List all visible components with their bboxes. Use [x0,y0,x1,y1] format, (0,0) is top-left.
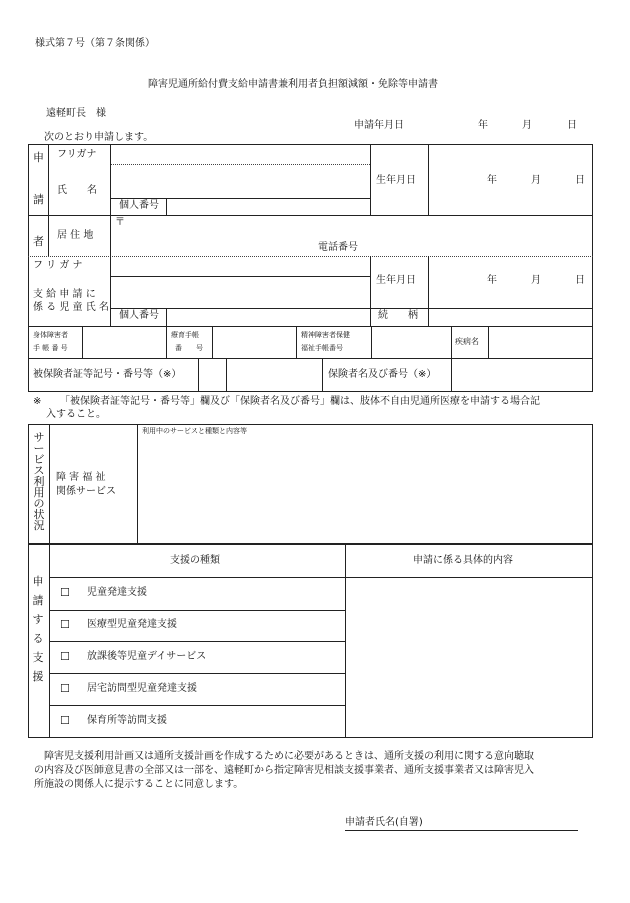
note-line-1: 「被保険者証等記号・番号等」欄及び「保険者名及び番号」欄は、肢体不自由児通所医療を申請する場合記 [60,396,540,407]
form-title: 障害児通所給付費支給申請書兼利用者負担額減額・免除等申請書 [148,79,438,90]
service-status-section-label: サ ー ビ ス 利 用 の 状 況 [33,431,45,532]
service-status-box [28,424,593,544]
date-month-label: 月 [522,120,532,131]
child-dob-day: 日 [575,275,585,286]
mental-handbook-label-2: 福祉手帳番号 [301,344,343,352]
child-name-label-2: 係 る 児 童 氏 名 [33,302,109,313]
applicant-table [28,144,593,392]
support-item-medical-child-development: 医療型児童発達支援 [87,619,177,630]
support-item-home-visit-development: 居宅訪問型児童発達支援 [87,683,197,694]
applicant-section-char-1: 申 [33,151,44,164]
child-dob-label: 生年月日 [376,275,416,286]
note-line-2: 入すること。 [46,409,106,420]
applicant-address-label: 居 住 地 [57,230,94,241]
insurer-label: 保険者名及び番号（※） [328,369,437,380]
support-item-nursery-visit-support: 保育所等訪問支援 [87,715,167,726]
date-day-label: 日 [567,120,577,131]
insured-id-label: 被保険者証等記号・番号等（※） [33,369,182,380]
date-year-label: 年 [478,120,488,131]
applicant-section-char-3: 者 [33,235,44,248]
signature-line[interactable] [345,830,578,831]
applicant-section-char-2: 請 [33,193,44,206]
applicant-dob-day: 日 [575,175,585,186]
welfare-service-label-1: 障 害 福 祉 [56,472,106,483]
support-item-after-school-day-service: 放課後等児童デイサービス [87,651,207,662]
relation-label: 続 柄 [378,310,418,321]
signature-label: 申請者氏名(自署) [345,817,423,828]
form-number: 様式第７号（第７条関係） [35,38,155,49]
checkbox-medical-child-development[interactable]: ☐ [60,618,70,631]
support-type-column-header: 支援の種類 [170,555,220,566]
applicant-name-label: 氏 名 [57,185,97,196]
application-date-label: 申請年月日 [354,120,404,131]
child-name-label-1: 支 給 申 請 に [33,289,96,300]
consent-line-3: 所施設の関係人に提示することに同意します。 [34,779,244,790]
rehab-handbook-label-2: 番 号 [175,344,203,352]
disease-label: 疾病名 [455,337,479,346]
phone-label: 電話番号 [318,242,358,253]
checkbox-child-development[interactable]: ☐ [60,586,70,599]
intro-text: 次のとおり申請します。 [44,132,154,143]
consent-line-2: の内容及び医師意見書の全部又は一部を、遠軽町から指定障害児相談支援事業者、通所支援事業者又は障害児入 [34,765,534,776]
consent-line-1: 障害児支援利用計画又は通所支援計画を作成するために必要があるときは、通所支援の利用に関する意向聴取 [34,751,534,762]
service-status-hint: 利用中のサービスと種類と内容等 [142,427,247,435]
note-mark: ※ [33,396,42,407]
child-dob-month: 月 [531,275,541,286]
welfare-service-label-2: 関係サービス [56,486,116,497]
checkbox-home-visit-development[interactable]: ☐ [60,682,70,695]
rehab-handbook-label-1: 療育手帳 [171,331,199,339]
child-dob-year: 年 [487,275,497,286]
support-item-child-development: 児童発達支援 [87,587,147,598]
applicant-dob-label: 生年月日 [376,175,416,186]
postal-mark: 〒 [115,217,125,228]
child-personal-number-label: 個人番号 [119,310,159,321]
support-section-label: 申 請 す る 支 援 [32,575,44,683]
applicant-furigana-label: フリガナ [57,149,97,160]
applicant-dob-year: 年 [487,175,497,186]
mental-handbook-label-1: 精神障害者保健 [301,331,350,339]
addressee: 遠軽町長 様 [46,108,106,119]
checkbox-nursery-visit-support[interactable]: ☐ [60,714,70,727]
checkbox-after-school-day-service[interactable]: ☐ [60,650,70,663]
child-furigana-label: フ リ ガ ナ [33,260,83,271]
applicant-personal-number-label: 個人番号 [119,200,159,211]
physical-handbook-label-1: 身体障害者 [33,331,68,339]
support-detail-column-header: 申請に係る具体的内容 [413,555,513,566]
physical-handbook-label-2: 手 帳 番 号 [33,344,68,352]
applicant-dob-month: 月 [531,175,541,186]
